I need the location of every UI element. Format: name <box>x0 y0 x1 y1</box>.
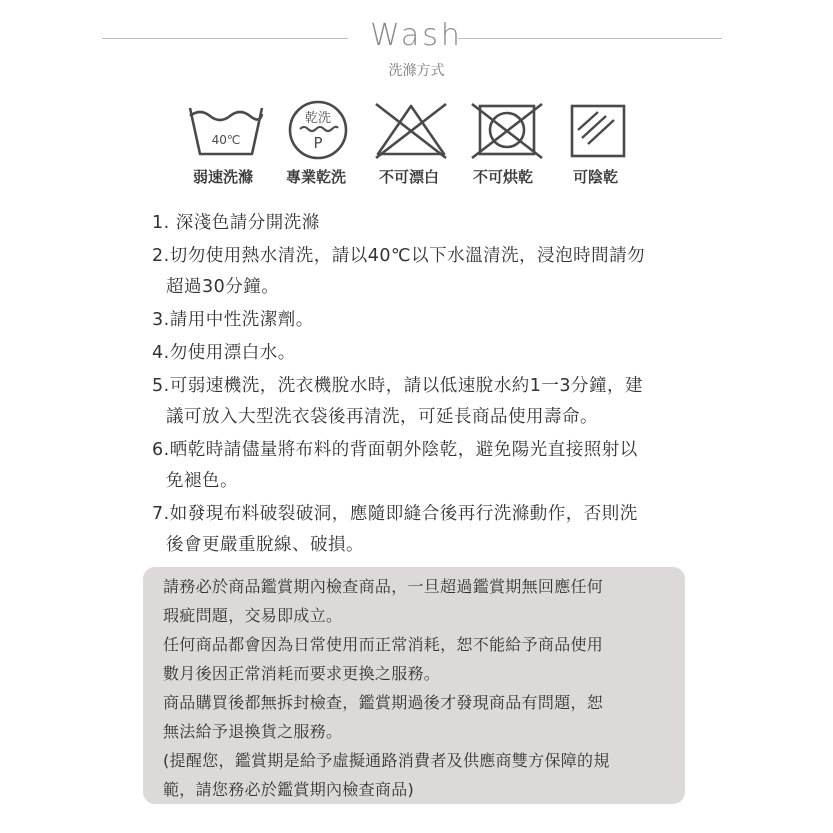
appraisal-notice-box <box>143 567 685 804</box>
care-item-continuation: 議可放入大型洗衣袋後再清洗，可延長商品使用壽命。 <box>166 407 598 427</box>
label-shade-dry: 可陰乾 <box>573 168 619 186</box>
professional-dryclean-icon <box>286 98 350 162</box>
label-professional-dryclean: 專業乾洗 <box>286 168 347 186</box>
wash-temp-text: 40℃ <box>211 133 241 147</box>
wash-40c-icon <box>186 100 266 160</box>
title-chinese: 洗滌方式 <box>388 63 445 79</box>
care-item-continuation: 免褪色。 <box>166 471 238 491</box>
notice-line: 請務必於商品鑑賞期內檢查商品，一旦超過鑑賞期無回應任何 <box>163 577 604 596</box>
care-item <box>152 499 712 561</box>
notice-line: 商品購買後都無拆封檢查，鑑賞期過後才發現商品有問題，恕 <box>163 693 604 712</box>
care-item <box>152 338 712 369</box>
notice-line: 無法給予退換貨之服務。 <box>163 722 343 741</box>
care-item-text: 2.切勿使用熱水清洗，請以40℃以下水溫清洗，浸泡時間請勿 <box>152 246 646 266</box>
care-item-text: 6.晒乾時請儘量將布料的背面朝外陰乾，避免陽光直接照射以 <box>152 440 638 460</box>
care-item-text: 7.如發現布料破裂破洞，應隨即縫合後再行洗滌動作，否則洗 <box>152 504 638 524</box>
wash-header <box>0 18 833 88</box>
care-item <box>152 435 712 497</box>
care-item <box>152 208 712 239</box>
label-no-bleach: 不可漂白 <box>379 168 440 186</box>
notice-line: 瑕疵問題，交易即成立。 <box>163 606 343 625</box>
dryclean-top-text: 乾洗 <box>304 111 332 126</box>
care-item <box>152 305 712 336</box>
dryclean-letter-text: P <box>313 134 323 152</box>
care-item-text: 4.勿使用漂白水。 <box>152 343 296 363</box>
shade-dry-icon <box>568 100 630 160</box>
title-english: Wash <box>370 18 463 53</box>
care-item <box>152 241 712 303</box>
no-tumble-dry-icon <box>466 100 548 160</box>
care-item <box>152 371 712 433</box>
care-item-text: 1. 深淺色請分開洗滌 <box>152 213 320 233</box>
label-no-tumble-dry: 不可烘乾 <box>473 168 534 186</box>
care-item-continuation: 超過30分鐘。 <box>166 277 280 297</box>
no-bleach-icon <box>370 100 452 160</box>
notice-line: 任何商品都會因為日常使用而正常消耗，恕不能給予商品使用 <box>163 635 604 654</box>
care-item-text: 5.可弱速機洗，洗衣機脫水時，請以低速脫水約1一3分鐘，建 <box>152 376 643 396</box>
notice-line: 數月後因正常消耗而要求更換之服務。 <box>163 664 441 683</box>
care-instructions-list <box>152 208 712 563</box>
label-gentle-wash: 弱速洗滌 <box>193 168 254 186</box>
notice-line: (提醒您，鑑賞期是給予虛擬通路消費者及供應商雙方保障的規 <box>163 751 610 770</box>
care-item-text: 3.請用中性洗潔劑。 <box>152 310 314 330</box>
notice-line: 範，請您務必於鑑賞期內檢查商品) <box>163 780 415 799</box>
care-item-continuation: 後會更嚴重脫線、破損。 <box>166 535 364 555</box>
